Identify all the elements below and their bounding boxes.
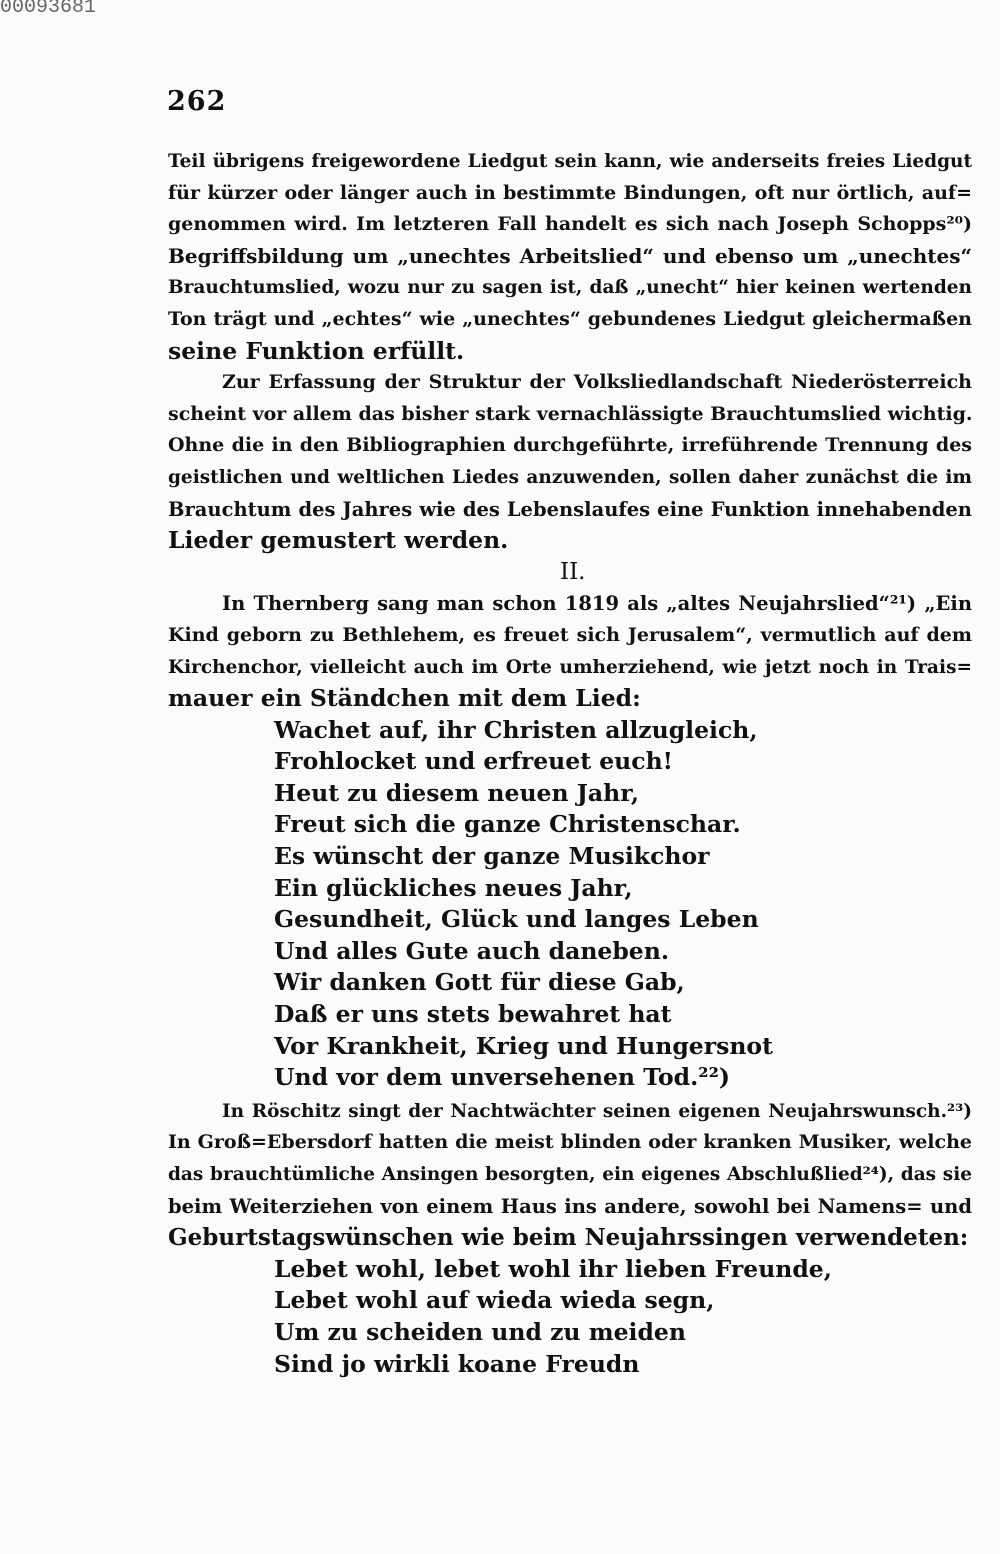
text-line: Kirchenchor, vielleicht auch im Orte umherziehend, wie jetzt noch in Trais=: [168, 656, 972, 678]
text-line: das brauchtümliche Ansingen besorgten, ein eigenes Abschlußlied²⁴), das sie: [168, 1164, 972, 1185]
text-line: scheint vor allem das bisher stark vernachlässigte Brauchtumslied wichtig.: [168, 402, 973, 425]
text-line: In Röschitz singt der Nachtwächter seinen eigenen Neujahrswunsch.²³): [222, 1100, 972, 1122]
verse-line: Frohlocket und erfreuet euch!: [274, 747, 673, 776]
verse-line: Sind jo wirkli koane Freudn: [274, 1349, 640, 1378]
text-line: Brauchtum des Jahres wie des Lebenslaufes eine Funktion innehabenden: [168, 497, 972, 521]
text-line: Geburtstagswünschen wie beim Neujahrssingen verwendeten:: [168, 1224, 969, 1252]
verse-line: Freut sich die ganze Christenschar.: [274, 810, 741, 839]
verse-line: Wachet auf, ihr Christen allzugleich,: [274, 715, 758, 744]
verse-line: Und alles Gute auch daneben.: [274, 936, 670, 965]
paragraph-1: [168, 146, 972, 367]
paragraph-3: [168, 588, 972, 714]
text-line: In Thernberg sang man schon 1819 als „altes Neujahrslied“²¹) „Ein: [222, 592, 972, 616]
text-line: Lieder gemustert werden.: [168, 526, 509, 555]
verse-line: Es wünscht der ganze Musikchor: [274, 842, 710, 871]
verse-line: Lebet wohl auf wieda wieda segn,: [274, 1286, 715, 1315]
page-number: 262: [167, 86, 227, 117]
verse-line: Vor Krankheit, Krieg und Hungersnot: [274, 1031, 773, 1060]
text-line: Brauchtumslied, wozu nur zu sagen ist, daß „unecht“ hier keinen wertenden: [168, 277, 972, 299]
page-body: [168, 146, 972, 1380]
verse-block-2: [168, 1254, 972, 1380]
verse-line: Gesundheit, Glück und langes Leben: [274, 905, 759, 934]
text-line: Kind geborn zu Bethlehem, es freuet sich Jerusalem“, vermutlich auf dem: [168, 623, 972, 646]
text-line: für kürzer oder länger auch in bestimmte Bindungen, oft nur örtlich, auf=: [168, 181, 972, 204]
text-line: seine Funktion erfüllt.: [168, 336, 465, 365]
verse-line: Und vor dem unversehenen Tod.²²): [274, 1063, 730, 1092]
text-line: Ohne die in den Bibliographien durchgeführte, irreführende Trennung des: [168, 434, 972, 457]
verse-line: Wir danken Gott für diese Gab,: [274, 968, 685, 997]
text-line: mauer ein Ständchen mit dem Lied:: [168, 684, 641, 713]
scan-id-mark: 00093681: [0, 0, 97, 19]
text-line: Ton trägt und „echtes“ wie „unechtes“ gebundenes Liedgut gleichermaßen: [168, 307, 972, 330]
text-line: beim Weiterziehen von einem Haus ins andere, sowohl bei Namens= und: [168, 1194, 972, 1218]
paragraph-4: [168, 1096, 972, 1254]
text-line: Zur Erfassung der Struktur der Volksliedlandschaft Niederösterreich: [222, 371, 972, 394]
verse-line: Daß er uns stets bewahret hat: [274, 1000, 672, 1029]
text-line: Begriffsbildung um „unechtes Arbeitslied“ und ebenso um „unechtes“: [168, 243, 972, 268]
text-line: Teil übrigens freigewordene Liedgut sein kann, wie anderseits freies Liedgut: [168, 151, 972, 172]
verse-line: Heut zu diesem neuen Jahr,: [274, 778, 640, 807]
verse-line: Um zu scheiden und zu meiden: [274, 1317, 686, 1346]
verse-line: Ein glückliches neues Jahr,: [274, 873, 633, 902]
verse-line: Lebet wohl, lebet wohl ihr lieben Freunde,: [274, 1254, 832, 1283]
text-line: In Groß=Ebersdorf hatten die meist blinden oder kranken Musiker, welche: [168, 1131, 972, 1154]
paragraph-2: [168, 367, 972, 557]
section-number: II.: [560, 558, 586, 585]
text-line: geistlichen und weltlichen Liedes anzuwenden, sollen daher zunächst die im: [168, 466, 972, 488]
text-line: genommen wird. Im letzteren Fall handelt es sich nach Joseph Schopps²⁰): [168, 213, 972, 236]
verse-block-1: [168, 715, 972, 1094]
